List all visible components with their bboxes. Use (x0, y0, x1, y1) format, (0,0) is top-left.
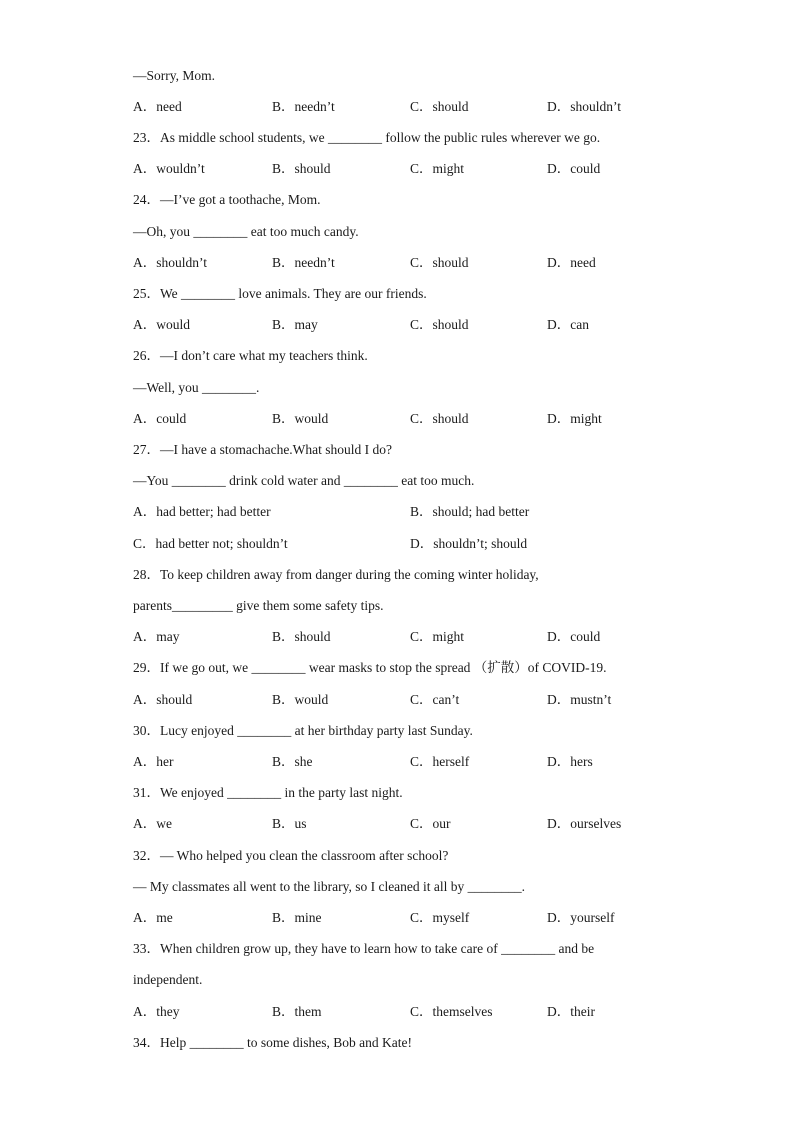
dialogue-line: —Oh, you ________ eat too much candy. (133, 224, 359, 239)
option-c: C．might (410, 161, 465, 176)
option-a: A．we (133, 816, 172, 831)
option-c: C．should (410, 99, 469, 114)
option-a: A．would (133, 317, 190, 332)
option-a: A．me (133, 910, 173, 925)
question-25: 25．We ________ love animals. They are our friends. (133, 286, 427, 301)
option-b: B．needn’t (272, 255, 335, 270)
option-a: A．they (133, 1004, 180, 1019)
option-c: C．had better not; shouldn’t (133, 536, 288, 551)
option-a: A．could (133, 411, 187, 426)
option-d: D．hers (547, 754, 593, 769)
question-29: 29．If we go out, we ________ wear masks to stop the spread （扩散）of COVID-19. (133, 660, 607, 675)
option-b: B．mine (272, 910, 322, 925)
option-b: B．should (272, 629, 331, 644)
question-24: 24．—I’ve got a toothache, Mom. (133, 192, 321, 207)
option-d: D．shouldn’t (547, 99, 622, 114)
option-b: B．them (272, 1004, 322, 1019)
option-d: D．need (547, 255, 596, 270)
option-b: B．would (272, 692, 329, 707)
question-28: 28．To keep children away from danger during the coming winter holiday, (133, 567, 539, 582)
dialogue-line: — My classmates all went to the library, so I cleaned it all by ________. (133, 879, 526, 894)
option-b: B．would (272, 411, 329, 426)
dialogue-line: —Well, you ________. (133, 380, 260, 395)
option-d: D．yourself (547, 910, 615, 925)
option-a: A．need (133, 99, 182, 114)
option-b: B．may (272, 317, 318, 332)
question-26: 26．—I don’t care what my teachers think. (133, 348, 368, 363)
option-c: C．our (410, 816, 451, 831)
option-d: D．could (547, 629, 601, 644)
option-b: B．needn’t (272, 99, 335, 114)
option-b: B．us (272, 816, 307, 831)
option-a: A．should (133, 692, 193, 707)
option-c: C．herself (410, 754, 470, 769)
question-23: 23．As middle school students, we ________ follow the public rules wherever we go. (133, 130, 601, 145)
question-30: 30．Lucy enjoyed ________ at her birthday party last Sunday. (133, 723, 473, 738)
option-a: A．wouldn’t (133, 161, 205, 176)
option-c: C．should (410, 255, 469, 270)
option-d: D．ourselves (547, 816, 622, 831)
option-d: D．could (547, 161, 601, 176)
option-c: C．should (410, 317, 469, 332)
option-d: D．mustn’t (547, 692, 612, 707)
option-d: D．their (547, 1004, 595, 1019)
question-34: 34．Help ________ to some dishes, Bob and Kate! (133, 1035, 412, 1050)
option-b: B．she (272, 754, 313, 769)
question-32: 32．— Who helped you clean the classroom after school? (133, 848, 449, 863)
option-d: D．might (547, 411, 602, 426)
question-33: 33．When children grow up, they have to learn how to take care of ________ and be (133, 941, 595, 956)
option-c: C．myself (410, 910, 470, 925)
question-31: 31．We enjoyed ________ in the party last night. (133, 785, 403, 800)
option-b: B．should (272, 161, 331, 176)
option-a: A．had better; had better (133, 504, 271, 519)
option-a: A．may (133, 629, 180, 644)
question-28-cont: parents_________ give them some safety tips. (133, 598, 384, 613)
option-d: D．can (547, 317, 589, 332)
question-33-cont: independent. (133, 972, 203, 987)
option-a: A．her (133, 754, 174, 769)
question-27: 27．—I have a stomachache.What should I do? (133, 442, 393, 457)
option-d: D．shouldn’t; should (410, 536, 528, 551)
option-c: C．might (410, 629, 465, 644)
option-c: C．themselves (410, 1004, 493, 1019)
dialogue-line: —You ________ drink cold water and ________ eat too much. (133, 473, 475, 488)
dialogue-line: —Sorry, Mom. (133, 68, 216, 83)
option-c: C．should (410, 411, 469, 426)
option-c: C．can’t (410, 692, 460, 707)
option-b: B．should; had better (410, 504, 530, 519)
option-a: A．shouldn’t (133, 255, 208, 270)
